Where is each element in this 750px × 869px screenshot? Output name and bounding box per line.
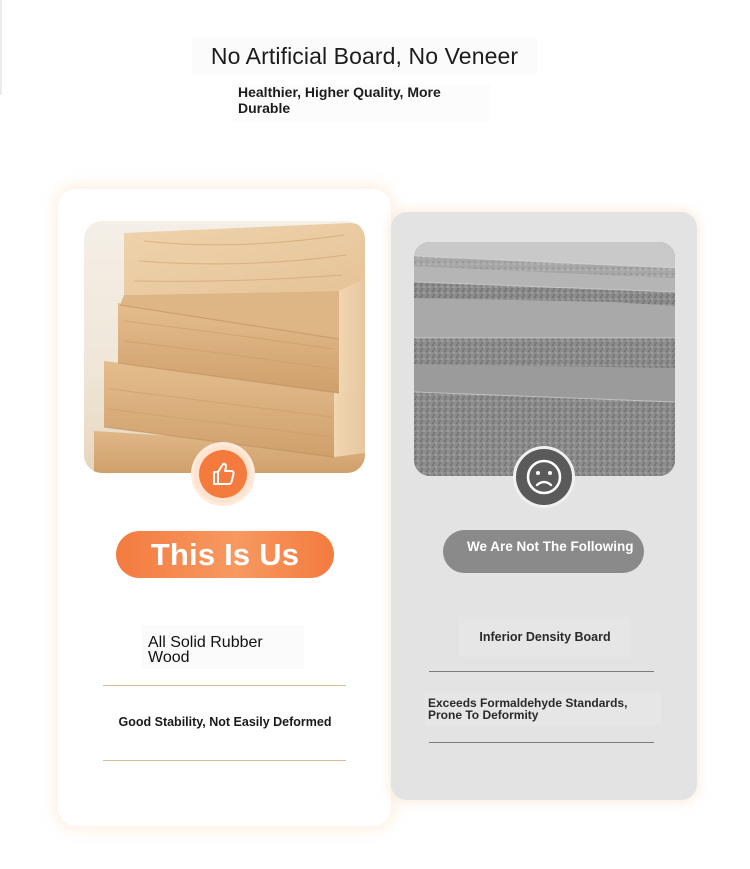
particle-board-description: Exceeds Formaldehyde Standards, Prone To Deformity (425, 692, 661, 726)
divider-line (429, 671, 654, 672)
not-us-pill: We Are Not The Following (443, 530, 644, 573)
sad-face-icon (525, 458, 563, 496)
page-subheadline: Healthier, Higher Quality, More Durable (232, 84, 490, 122)
rejection-badge (516, 449, 572, 505)
solid-wood-description: Good Stability, Not Easily Deformed (118, 715, 332, 729)
solid-wood-title: All Solid Rubber Wood (142, 625, 304, 669)
particle-board-photo (414, 242, 675, 476)
this-is-us-pill: This Is Us (116, 531, 334, 578)
solid-wood-photo (84, 221, 365, 473)
approval-badge (194, 445, 252, 503)
edge-divider (0, 0, 2, 95)
divider-line (103, 760, 346, 761)
solid-wood-card (58, 189, 391, 826)
thumbs-up-icon (208, 459, 238, 489)
particle-board-card (391, 212, 697, 800)
page-headline: No Artificial Board, No Veneer (192, 38, 537, 74)
particle-board-title: Inferior Density Board (459, 617, 631, 657)
divider-line (103, 685, 346, 686)
divider-line (429, 742, 654, 743)
